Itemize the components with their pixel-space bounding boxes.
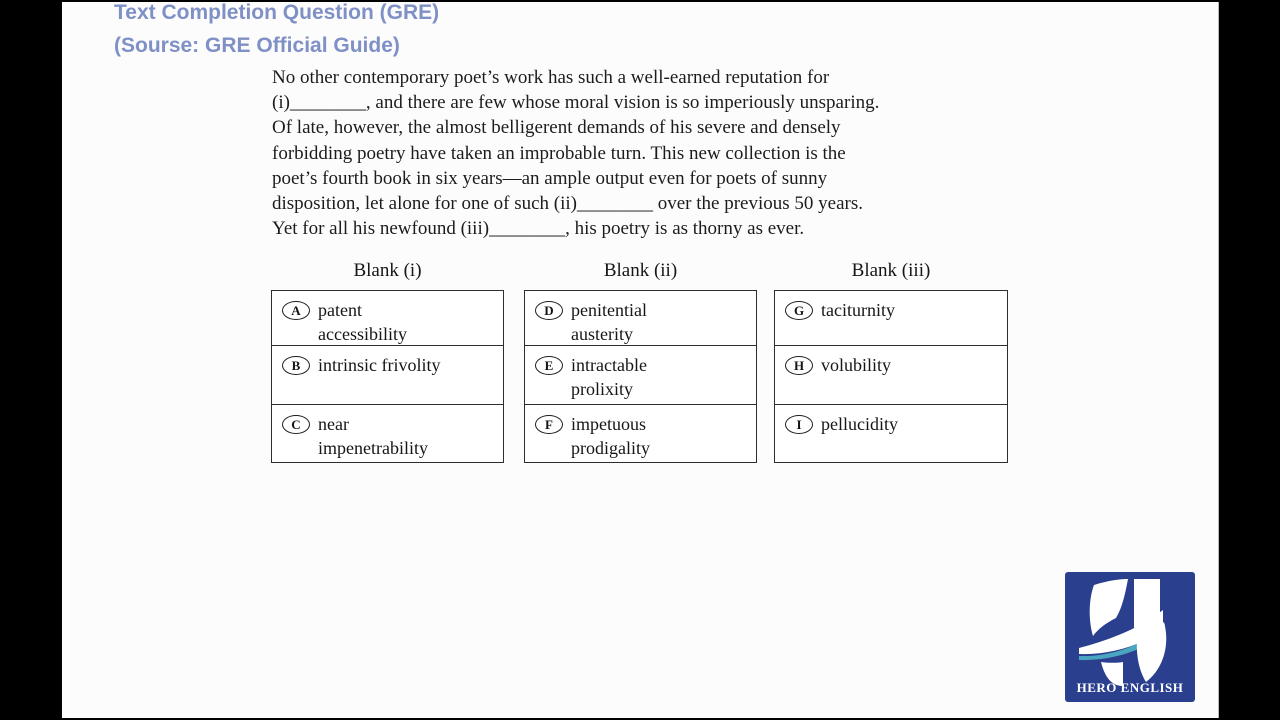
blank-ii-choice-box — [524, 290, 757, 463]
choice-text — [318, 298, 407, 346]
choice-letter: B — [291, 357, 301, 373]
choice-text-line2: prolixity — [571, 379, 633, 399]
slide — [62, 2, 1219, 718]
choice-text-line1: penitential — [571, 300, 647, 320]
choice-letter: G — [793, 302, 805, 318]
choice-letter-badge — [785, 301, 813, 320]
choice-cell-d — [525, 291, 756, 346]
hero-english-logo — [1065, 572, 1195, 702]
passage-line: No other contemporary poet’s work has such a well-earned reputation for — [272, 67, 830, 88]
choice-text — [318, 353, 440, 377]
choice-letter-badge — [535, 356, 563, 375]
blank-iii-header: Blank (iii) — [851, 260, 931, 281]
blank-ii-header: Blank (ii) — [603, 260, 678, 281]
choice-letter-badge — [282, 301, 310, 320]
choice-cell-f — [525, 405, 756, 462]
choice-text — [318, 412, 428, 460]
choice-letter: H — [793, 357, 805, 373]
choice-letter: C — [291, 416, 301, 432]
choice-letter-badge — [785, 415, 813, 434]
passage — [272, 65, 879, 241]
blank-i-header: Blank (i) — [353, 260, 422, 281]
blank-ii-column — [524, 258, 757, 463]
blank-i-choice-box — [271, 290, 504, 463]
blank-i-column — [271, 258, 504, 463]
choice-text — [571, 353, 647, 401]
choice-text — [571, 298, 647, 346]
choice-text-line2: accessibility — [318, 324, 407, 344]
hero-english-logo-text: HERO ENGLISH — [1076, 680, 1184, 695]
choice-text-line2: austerity — [571, 324, 633, 344]
choice-letter-badge — [535, 415, 563, 434]
choice-text-line1: intrinsic frivolity — [318, 355, 441, 375]
choice-text-line2: impenetrability — [318, 438, 428, 458]
choice-letter: D — [544, 302, 554, 318]
choice-text-line1: near — [318, 414, 349, 434]
blank-iii-column — [774, 258, 1008, 463]
choice-cell-h — [775, 346, 1007, 405]
choice-letter: A — [291, 302, 301, 318]
choice-text-line2: prodigality — [571, 438, 650, 458]
choice-text — [571, 412, 650, 460]
passage-line: (i)________, and there are few whose moral vision is so imperiously unsparing. — [272, 92, 880, 114]
slide-title — [114, 0, 439, 62]
choice-cell-e — [525, 346, 756, 405]
title-line-2: (Sourse: GRE Official Guide) — [114, 34, 400, 57]
choice-letter-badge — [785, 356, 813, 375]
choice-letter: I — [796, 416, 802, 432]
choice-letter-badge — [282, 415, 310, 434]
passage-line: disposition, let alone for one of such (ii)________ over the previous 50 years. — [272, 193, 863, 215]
choice-text — [821, 412, 898, 436]
choice-letter: F — [545, 416, 553, 432]
choice-text-line1: taciturnity — [821, 300, 895, 320]
choice-cell-a — [272, 291, 503, 346]
choice-cell-b — [272, 346, 503, 405]
passage-line: Yet for all his newfound (iii)________, his poetry is as thorny as ever. — [272, 218, 805, 240]
choice-letter-badge — [535, 301, 563, 320]
choice-text — [821, 298, 895, 322]
choice-text-line1: pellucidity — [821, 414, 898, 434]
choice-text-line1: impetuous — [571, 414, 646, 434]
choice-cell-c — [272, 405, 503, 462]
logo-top-right-leg — [1134, 579, 1160, 628]
choice-text-line1: intractable — [571, 355, 647, 375]
choice-cell-i — [775, 405, 1007, 462]
choice-text — [821, 353, 891, 377]
choice-letter-badge — [282, 356, 310, 375]
choice-letter: E — [544, 357, 554, 373]
passage-line: forbidding poetry have taken an improbable turn. This new collection is the — [272, 142, 846, 164]
choice-text-line1: volubility — [821, 355, 892, 375]
passage-line: Of late, however, the almost belligerent demands of his severe and densely — [272, 117, 841, 139]
blank-iii-choice-box — [774, 290, 1008, 463]
choice-cell-g — [775, 291, 1007, 346]
passage-line: poet’s fourth book in six years—an ample output even for poets of sunny — [272, 167, 828, 189]
title-line-1: Text Completion Question (GRE) — [114, 1, 440, 24]
logo-top-left-sail — [1090, 579, 1128, 636]
choice-text-line1: patent — [318, 300, 362, 320]
